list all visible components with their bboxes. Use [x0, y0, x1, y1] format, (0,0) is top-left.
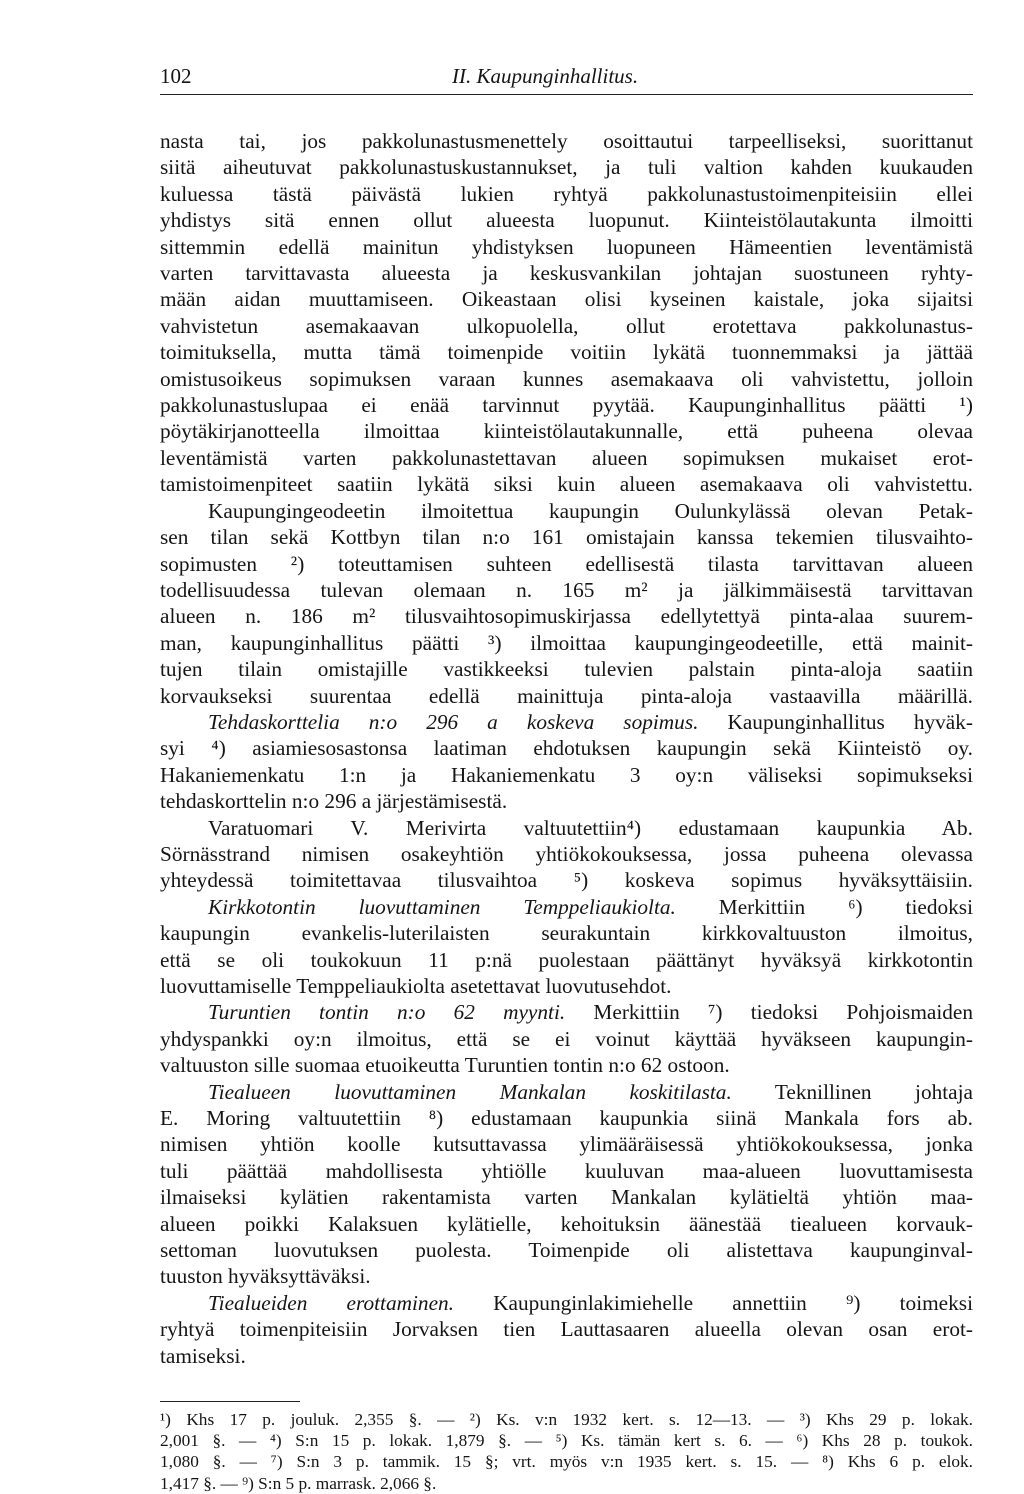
- footnote-line: 1,417 §. — ⁹) S:n 5 p. marrask. 2,066 §.: [160, 1473, 437, 1493]
- text-line: kaupungin evankelis-luterilaisten seurakuntain kirkkovaltuuston ilmoitus,: [160, 921, 973, 946]
- text-line: pöytäkirjanotteella ilmoittaa kiinteistölautakunnalle, että puheena olevaa: [160, 419, 973, 444]
- text-line: vahvistetun asemakaavan ulkopuolella, ollut erotettava pakkolunastus-: [160, 313, 973, 338]
- header-rule: [160, 94, 973, 95]
- paragraph: [160, 999, 973, 1078]
- text-line: sen tilan sekä Kottbyn tilan n:o 161 omistajain kanssa tekemien tilusvaihto-: [160, 525, 973, 550]
- text-line: todellisuudessa tulevan olemaan n. 165 m² ja jälkimmäisestä tarvittavan: [160, 577, 973, 602]
- body-text: [160, 128, 973, 1369]
- text-line: [160, 709, 973, 735]
- paragraph: [160, 894, 973, 1000]
- text-line: [160, 1290, 973, 1316]
- text-line: nasta tai, jos pakkolunastusmenettely osoittautui tarpeelliseksi, suorittanut: [160, 129, 973, 153]
- paragraph: [160, 498, 973, 709]
- text-line: tamiseksi.: [160, 1343, 246, 1368]
- paragraph: [160, 128, 973, 498]
- text-line: man, kaupunginhallitus päätti ³) ilmoittaa kaupungingeodeetille, että mainit-: [160, 630, 973, 655]
- section-heading: Tiealueen luovuttaminen Mankalan koskitilasta.: [208, 1079, 732, 1104]
- text-run: Teknillinen johtaja: [731, 1079, 973, 1104]
- text-line: omistusoikeus sopimuksen varaan kunnes asemakaava oli vahvistettu, jolloin: [160, 366, 973, 391]
- text-run: Kaupunginlakimiehelle annettiin ⁹) toimeksi: [454, 1290, 973, 1315]
- text-line: ryhtyä toimenpiteisiin Jorvaksen tien Lauttasaaren alueella olevan osan erot-: [160, 1317, 973, 1342]
- paragraph: [160, 1079, 973, 1290]
- text-run: Kaupunginhallitus hyväk-: [698, 709, 973, 734]
- text-run: Merkittiin ⁷) tiedoksi Pohjoismaiden: [565, 1000, 973, 1025]
- text-run: Merkittiin ⁶) tiedoksi: [675, 894, 973, 919]
- paragraph: [160, 709, 973, 815]
- footnote-line: 2,001 §. — ⁴) S:n 15 p. lokak. 1,879 §. — ⁵) Ks. tämän kert s. 6. — ⁶) Khs 28 p. toukok.: [160, 1431, 973, 1451]
- footnote-line: ¹) Khs 17 p. jouluk. 2,355 §. — ²) Ks. v:n 1932 kert. s. 12—13. — ³) Khs 29 p. lokak.: [160, 1410, 973, 1429]
- text-line: [160, 1079, 973, 1105]
- text-line: Hakaniemenkatu 1:n ja Hakaniemenkatu 3 oy:n väliseksi sopimukseksi: [160, 762, 973, 787]
- text-line: tamistoimenpiteet saatiin lykätä siksi kuin alueen asemakaava oli vahvistettu.: [160, 472, 973, 497]
- text-line: pakkolunastuslupaa ei enää tarvinnut pyytää. Kaupunginhallitus päätti ¹): [160, 393, 973, 418]
- section-heading: Kirkkotontin luovuttaminen Temppeliaukiolta.: [208, 894, 676, 919]
- paragraph: [160, 1290, 973, 1369]
- text-line: että se oli toukokuun 11 p:nä puolestaan päättänyt hyväksyä kirkkotontin: [160, 947, 973, 972]
- text-line: sopimusten ²) toteuttamisen suhteen edellisestä tilasta tarvittavan alueen: [160, 551, 973, 576]
- text-line: korvaukseksi suurentaa edellä mainittuja pinta-aloja vastaavilla määrillä.: [160, 683, 973, 708]
- text-line: alueen poikki Kalaksuen kylätielle, kehoituksin äänestää tiealueen korvauk-: [160, 1211, 973, 1236]
- text-line: yhdistys sitä ennen ollut alueesta luopunut. Kiinteistölautakunta ilmoitti: [160, 208, 973, 233]
- text-line: toimituksella, mutta tämä toimenpide voitiin lykätä tuonnemmaksi ja jättää: [160, 340, 973, 365]
- paragraph: [160, 815, 973, 894]
- text-line: [160, 999, 973, 1025]
- section-heading: Tehdaskorttelia n:o 296 a koskeva sopimus.: [208, 709, 699, 734]
- text-line: tehdaskorttelin n:o 296 a järjestämisestä.: [160, 789, 508, 814]
- text-line: Kaupungingeodeetin ilmoitettua kaupungin Oulunkylässä olevan Petak-: [208, 498, 973, 523]
- text-line: valtuuston sille suomaa etuoikeutta Turuntien tontin n:o 62 ostoon.: [160, 1053, 730, 1078]
- footnotes: [160, 1409, 973, 1494]
- text-line: tuli päättää mahdollisesta yhtiölle kuuluvan maa-alueen luovuttamisesta: [160, 1158, 973, 1183]
- text-line: Sörnässtrand nimisen osakeyhtiön yhtiökokouksessa, jossa puheena olevassa: [160, 841, 973, 866]
- text-line: varten tarvittavasta alueesta ja keskusvankilan johtajan suostuneen ryhty-: [160, 261, 973, 286]
- footnote-rule: [160, 1401, 300, 1402]
- text-line: yhteydessä toimitettavaa tilusvaihtoa ⁵) koskeva sopimus hyväksyttäisiin.: [160, 868, 973, 893]
- text-line: nimisen yhtiön koolle kutsuttavassa ylimääräisessä yhtiökokouksessa, jonka: [160, 1132, 973, 1157]
- text-line: leventämistä varten pakkolunastettavan alueen sopimuksen mukaiset erot-: [160, 445, 973, 470]
- text-line: [160, 894, 973, 920]
- text-line: tujen tilain omistajille vastikkeeksi tulevien palstain pinta-aloja saatiin: [160, 657, 973, 682]
- text-line: settoman luovutuksen puolesta. Toimenpide oli alistettava kaupunginval-: [160, 1238, 973, 1263]
- text-line: kuluessa tästä päivästä lukien ryhtyä pakkolunastustoimenpiteisiin ellei: [160, 181, 973, 206]
- text-line: siitä aiheutuvat pakkolunastuskustannukset, ja tuli valtion kahden kuukauden: [160, 155, 973, 180]
- footnote-line: 1,080 §. — ⁷) S:n 3 p. tammik. 15 §; vrt. myös v:n 1935 kert. s. 15. — ⁸) Khs 6 p. elok.: [160, 1452, 973, 1472]
- page-header: [160, 60, 973, 92]
- text-line: alueen n. 186 m² tilusvaihtosopimuskirjassa edellytettyä pinta-alaa suurem-: [160, 604, 973, 629]
- text-line: ilmaiseksi kylätien rakentamista varten Mankalan kylätieltä yhtiön maa-: [160, 1185, 973, 1210]
- page-number: 102: [160, 64, 192, 88]
- text-line: mään aidan muuttamiseen. Oikeastaan olisi kyseinen kaistale, joka sijaitsi: [160, 287, 973, 312]
- text-line: syi ⁴) asiamiesosastonsa laatiman ehdotuksen kaupungin sekä Kiinteistö oy.: [160, 736, 973, 761]
- section-heading: Tiealueiden erottaminen.: [208, 1290, 454, 1315]
- text-line: luovuttamiselle Temppeliaukiolta asetettavat luovutusehdot.: [160, 974, 672, 998]
- section-heading: Turuntien tontin n:o 62 myynti.: [208, 1000, 566, 1025]
- running-title: II. Kaupunginhallitus.: [452, 64, 639, 88]
- text-line: Varatuomari V. Merivirta valtuutettiin⁴) edustamaan kaupunkia Ab.: [208, 815, 973, 840]
- text-line: tuuston hyväksyttäväksi.: [160, 1264, 371, 1289]
- text-line: E. Moring valtuutettiin ⁸) edustamaan kaupunkia siinä Mankala fors ab.: [160, 1106, 973, 1131]
- text-line: yhdyspankki oy:n ilmoitus, että se ei voinut käyttää hyväkseen kaupungin-: [160, 1026, 973, 1051]
- text-line: sittemmin edellä mainitun yhdistyksen luopuneen Hämeentien leventämistä: [160, 234, 973, 259]
